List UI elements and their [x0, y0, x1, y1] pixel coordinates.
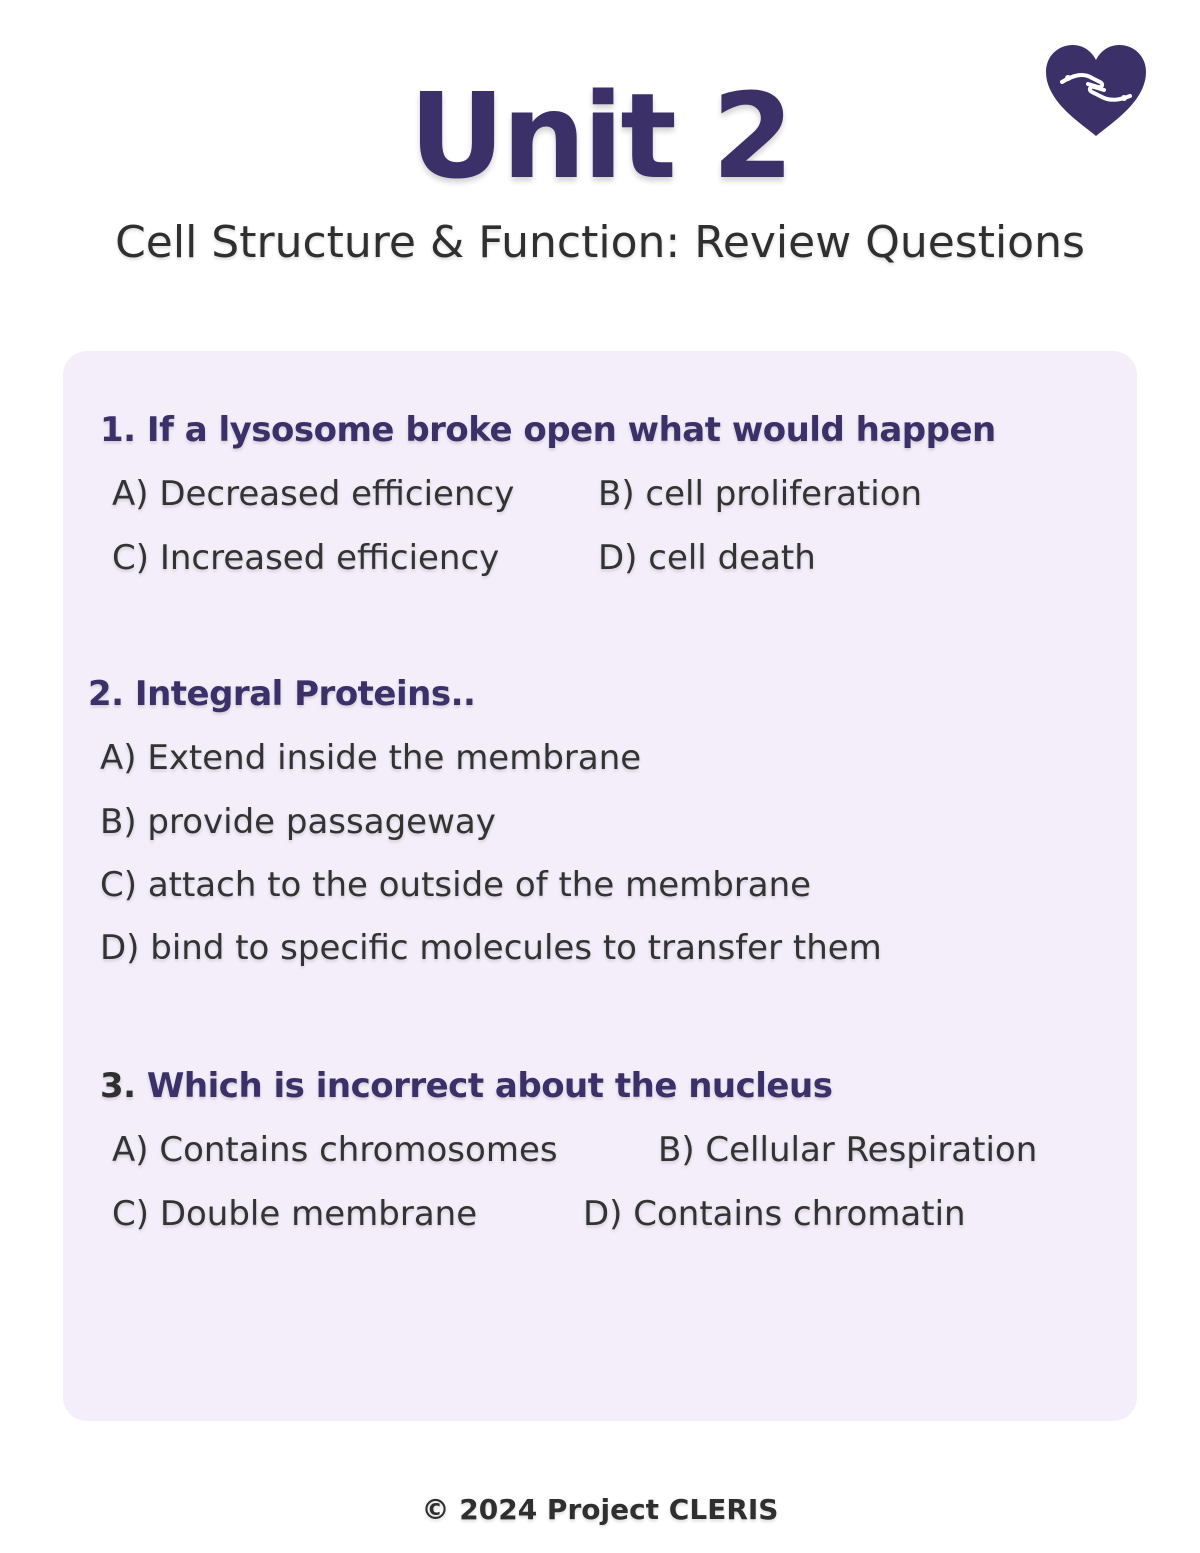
option-a: A) Extend inside the membrane — [100, 738, 642, 778]
question-2 — [88, 672, 475, 716]
option-c: C) Increased efficiency — [112, 538, 500, 578]
option-c: C) Double membrane — [112, 1194, 478, 1234]
option-a: A) Contains chromosomes — [112, 1130, 558, 1170]
option-b: B) cell proliferation — [598, 474, 923, 514]
page-title: Unit 2 — [409, 67, 791, 205]
question-text: If a lysosome broke open what would happen — [146, 410, 996, 450]
question-number: 3. — [100, 1066, 136, 1106]
option-b: B) provide passageway — [100, 802, 496, 842]
question-number: 2. — [88, 674, 124, 714]
question-1 — [100, 408, 996, 452]
page-subtitle: Cell Structure & Function: Review Questions — [115, 217, 1085, 268]
question-number: 1. — [100, 410, 136, 450]
question-3 — [100, 1064, 832, 1108]
option-d: D) Contains chromatin — [583, 1194, 966, 1234]
option-d: D) bind to specific molecules to transfer them — [100, 928, 882, 968]
option-b: B) Cellular Respiration — [658, 1130, 1038, 1170]
option-a: A) Decreased efficiency — [112, 474, 515, 514]
copyright-footer: © 2024 Project CLERIS — [421, 1493, 779, 1526]
option-c: C) attach to the outside of the membrane — [100, 865, 812, 905]
option-d: D) cell death — [598, 538, 816, 578]
question-text: Integral Proteins.. — [134, 674, 476, 714]
question-text: Which is incorrect about the nucleus — [146, 1066, 833, 1106]
